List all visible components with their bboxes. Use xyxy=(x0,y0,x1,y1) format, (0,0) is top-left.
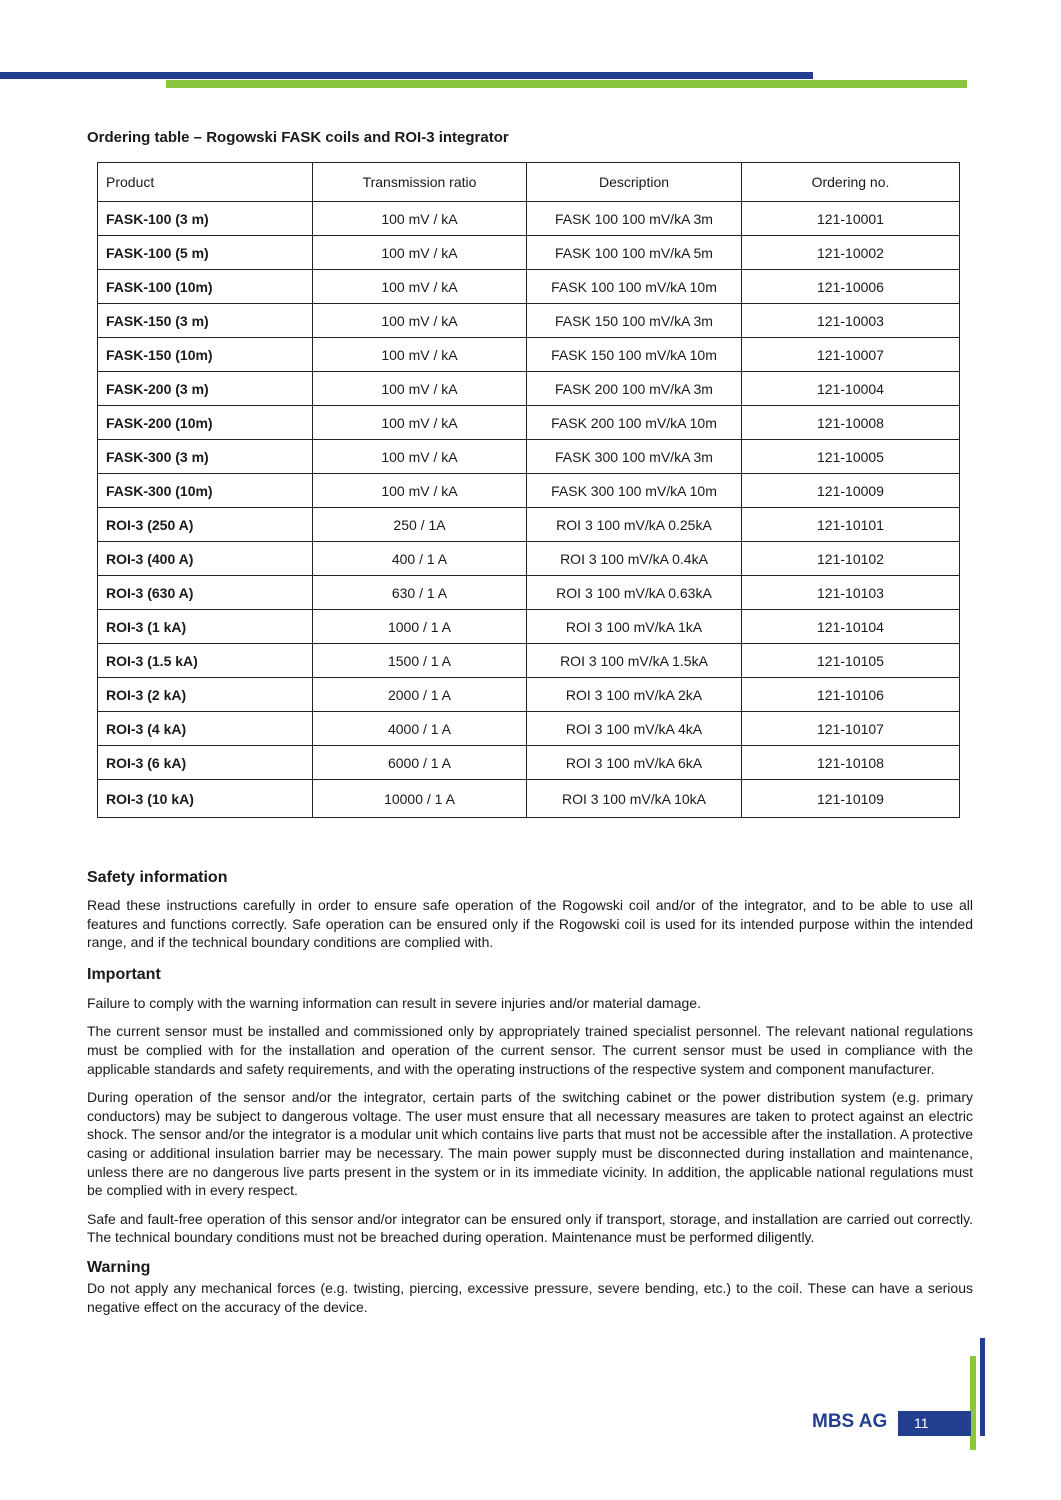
cell-product: FASK-100 (3 m) xyxy=(98,202,313,236)
cell-product: FASK-100 (5 m) xyxy=(98,236,313,270)
cell-ordering-no: 121-10103 xyxy=(742,576,960,610)
cell-description: ROI 3 100 mV/kA 0.4kA xyxy=(527,542,742,576)
ordering-table xyxy=(97,162,960,818)
header-description: Description xyxy=(527,163,742,202)
important-paragraph-4: Safe and fault-free operation of this sensor and/or integrator can be ensured only if transport, storage, and installation are carried out correctly. The technical boundary conditions must not be breached during operation. Maintenance must be performed diligently. xyxy=(87,1210,973,1246)
table-row xyxy=(98,746,960,780)
cell-description: ROI 3 100 mV/kA 1.5kA xyxy=(527,644,742,678)
cell-ordering-no: 121-10108 xyxy=(742,746,960,780)
brand-name: MBS AG xyxy=(812,1411,888,1432)
warning-text: Do not apply any mechanical forces (e.g. twisting, piercing, excessive pressure, severe bending, etc.) to the coil. These can have a serious negative effect on the accuracy of the device. xyxy=(87,1279,973,1315)
table-row xyxy=(98,304,960,338)
cell-product: ROI-3 (2 kA) xyxy=(98,678,313,712)
cell-transmission-ratio: 630 / 1 A xyxy=(313,576,527,610)
cell-transmission-ratio: 100 mV / kA xyxy=(313,202,527,236)
cell-transmission-ratio: 100 mV / kA xyxy=(313,372,527,406)
table-row xyxy=(98,202,960,236)
cell-product: ROI-3 (250 A) xyxy=(98,508,313,542)
table-row xyxy=(98,712,960,746)
cell-description: ROI 3 100 mV/kA 4kA xyxy=(527,712,742,746)
cell-ordering-no: 121-10104 xyxy=(742,610,960,644)
cell-ordering-no: 121-10106 xyxy=(742,678,960,712)
cell-ordering-no: 121-10003 xyxy=(742,304,960,338)
table-row xyxy=(98,440,960,474)
cell-transmission-ratio: 250 / 1A xyxy=(313,508,527,542)
cell-description: ROI 3 100 mV/kA 10kA xyxy=(527,780,742,818)
cell-description: FASK 100 100 mV/kA 5m xyxy=(527,236,742,270)
cell-ordering-no: 121-10009 xyxy=(742,474,960,508)
cell-transmission-ratio: 4000 / 1 A xyxy=(313,712,527,746)
cell-description: FASK 150 100 mV/kA 10m xyxy=(527,338,742,372)
cell-description: FASK 200 100 mV/kA 10m xyxy=(527,406,742,440)
cell-description: FASK 300 100 mV/kA 3m xyxy=(527,440,742,474)
table-body xyxy=(98,202,960,818)
cell-ordering-no: 121-10007 xyxy=(742,338,960,372)
table-row xyxy=(98,678,960,712)
cell-description: FASK 200 100 mV/kA 3m xyxy=(527,372,742,406)
cell-ordering-no: 121-10006 xyxy=(742,270,960,304)
table-title: Ordering table – Rogowski FASK coils and ROI-3 integrator xyxy=(87,129,509,146)
cell-description: ROI 3 100 mV/kA 0.25kA xyxy=(527,508,742,542)
cell-product: FASK-300 (10m) xyxy=(98,474,313,508)
cell-ordering-no: 121-10105 xyxy=(742,644,960,678)
important-paragraph-2: The current sensor must be installed and commissioned only by appropriately trained specialist personnel. The relevant national regulations must be complied with for the installation and operation of the current sensor. The current sensor must be used in compliance with the applicable standards and safety requirements, and with the operating instructions of the respective system and component manufacturer. xyxy=(87,1023,973,1077)
cell-product: ROI-3 (1.5 kA) xyxy=(98,644,313,678)
cell-product: FASK-300 (3 m) xyxy=(98,440,313,474)
header-product: Product xyxy=(98,163,313,202)
header-transmission-ratio: Transmission ratio xyxy=(313,163,527,202)
cell-ordering-no: 121-10005 xyxy=(742,440,960,474)
cell-description: ROI 3 100 mV/kA 6kA xyxy=(527,746,742,780)
cell-description: FASK 100 100 mV/kA 3m xyxy=(527,202,742,236)
cell-description: FASK 150 100 mV/kA 3m xyxy=(527,304,742,338)
warning-heading: Warning xyxy=(87,1258,151,1276)
table-row xyxy=(98,610,960,644)
table-row xyxy=(98,372,960,406)
cell-product: ROI-3 (630 A) xyxy=(98,576,313,610)
cell-transmission-ratio: 100 mV / kA xyxy=(313,338,527,372)
cell-product: FASK-150 (10m) xyxy=(98,338,313,372)
cell-product: FASK-200 (10m) xyxy=(98,406,313,440)
page-number: 11 xyxy=(898,1411,971,1436)
cell-transmission-ratio: 400 / 1 A xyxy=(313,542,527,576)
cell-transmission-ratio: 100 mV / kA xyxy=(313,270,527,304)
cell-transmission-ratio: 100 mV / kA xyxy=(313,474,527,508)
important-paragraph-1: Failure to comply with the warning information can result in severe injuries and/or material damage. xyxy=(87,994,701,1011)
cell-transmission-ratio: 6000 / 1 A xyxy=(313,746,527,780)
cell-product: ROI-3 (1 kA) xyxy=(98,610,313,644)
table-row xyxy=(98,542,960,576)
header-ordering-no: Ordering no. xyxy=(742,163,960,202)
header-green-bar xyxy=(166,80,967,88)
cell-transmission-ratio: 10000 / 1 A xyxy=(313,780,527,818)
cell-transmission-ratio: 100 mV / kA xyxy=(313,304,527,338)
cell-transmission-ratio: 1500 / 1 A xyxy=(313,644,527,678)
important-heading: Important xyxy=(87,965,161,983)
cell-product: ROI-3 (400 A) xyxy=(98,542,313,576)
cell-ordering-no: 121-10102 xyxy=(742,542,960,576)
cell-ordering-no: 121-10101 xyxy=(742,508,960,542)
cell-product: FASK-150 (3 m) xyxy=(98,304,313,338)
cell-transmission-ratio: 100 mV / kA xyxy=(313,236,527,270)
cell-transmission-ratio: 100 mV / kA xyxy=(313,440,527,474)
cell-ordering-no: 121-10001 xyxy=(742,202,960,236)
safety-section xyxy=(87,867,973,1316)
table-row xyxy=(98,270,960,304)
table-row xyxy=(98,508,960,542)
cell-product: ROI-3 (6 kA) xyxy=(98,746,313,780)
table-row xyxy=(98,236,960,270)
table-row xyxy=(98,576,960,610)
table-header-row xyxy=(98,163,960,202)
footer-blue-vbar xyxy=(980,1338,985,1436)
cell-description: ROI 3 100 mV/kA 0.63kA xyxy=(527,576,742,610)
safety-heading: Safety information xyxy=(87,869,228,886)
cell-product: ROI-3 (10 kA) xyxy=(98,780,313,818)
cell-description: ROI 3 100 mV/kA 2kA xyxy=(527,678,742,712)
cell-ordering-no: 121-10004 xyxy=(742,372,960,406)
table-row xyxy=(98,406,960,440)
cell-product: FASK-100 (10m) xyxy=(98,270,313,304)
cell-ordering-no: 121-10107 xyxy=(742,712,960,746)
cell-product: FASK-200 (3 m) xyxy=(98,372,313,406)
cell-product: ROI-3 (4 kA) xyxy=(98,712,313,746)
header-blue-bar xyxy=(0,72,813,79)
table-row xyxy=(98,780,960,818)
cell-ordering-no: 121-10109 xyxy=(742,780,960,818)
table-row xyxy=(98,338,960,372)
cell-transmission-ratio: 1000 / 1 A xyxy=(313,610,527,644)
safety-text: Read these instructions carefully in order to ensure safe operation of the Rogowski coil and/or of the integrator, and to be able to use all features and functions correctly. Safe operation can be ensured only if the Rogowski coil is used for its intended purpose within the intended range, and if the technical boundary conditions are complied with. xyxy=(87,897,973,951)
cell-transmission-ratio: 2000 / 1 A xyxy=(313,678,527,712)
cell-ordering-no: 121-10002 xyxy=(742,236,960,270)
table-row xyxy=(98,644,960,678)
important-paragraph-3: During operation of the sensor and/or the integrator, certain parts of the switching cabinet or the power distribution system (e.g. primary conductors) may be subject to dangerous voltage. The user must ensure that all necessary measures are taken to protect against an electric shock. The sensor and/or the integrator is a modular unit which contains live parts that must not be accessible after the installation. A protective casing or additional insulation barrier may be necessary. The main power supply must be disconnected during installation and maintenance, unless there are no dangerous live parts present in the system or in its immediate vicinity. In addition, the applicable national regulations must be complied with in every respect. xyxy=(87,1089,973,1199)
cell-description: ROI 3 100 mV/kA 1kA xyxy=(527,610,742,644)
cell-description: FASK 300 100 mV/kA 10m xyxy=(527,474,742,508)
cell-ordering-no: 121-10008 xyxy=(742,406,960,440)
cell-description: FASK 100 100 mV/kA 10m xyxy=(527,270,742,304)
cell-transmission-ratio: 100 mV / kA xyxy=(313,406,527,440)
table-row xyxy=(98,474,960,508)
